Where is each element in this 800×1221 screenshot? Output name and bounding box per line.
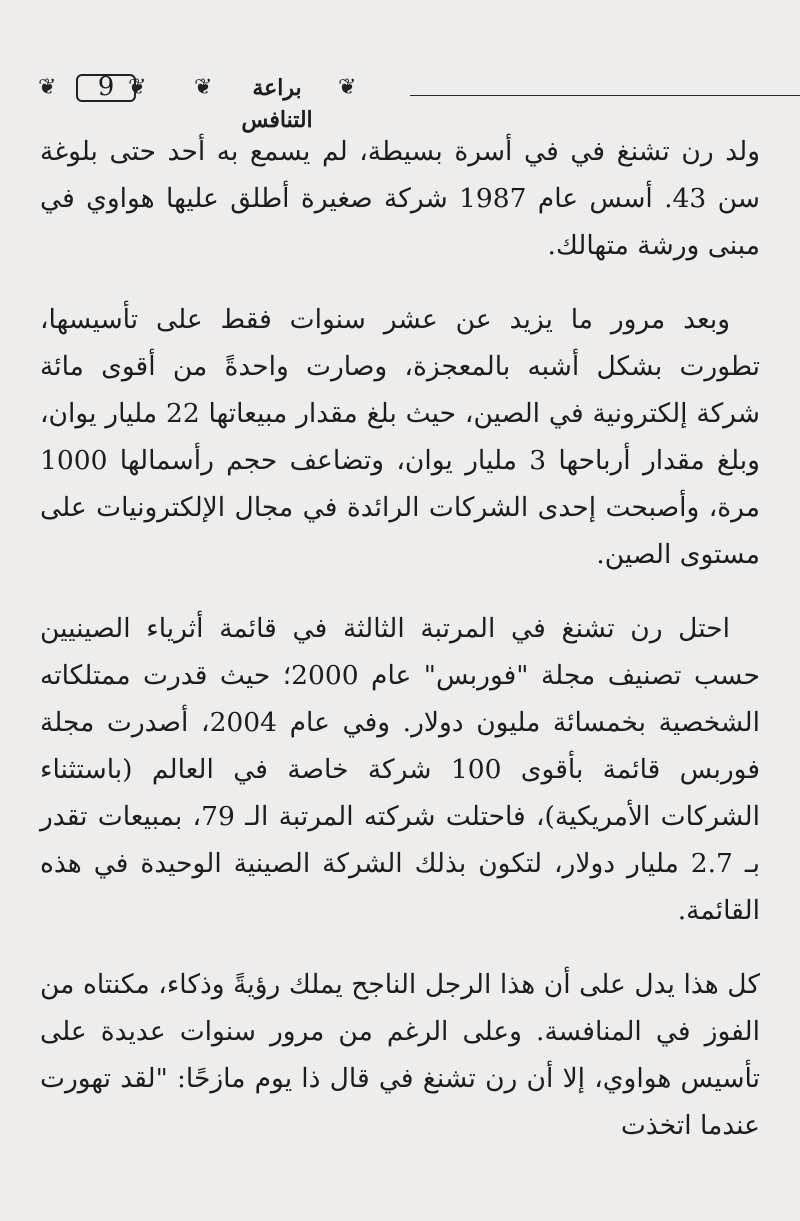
running-title: براعة التنافس <box>241 75 313 133</box>
left-ornament-icon: ❦ <box>38 75 57 100</box>
running-header <box>38 68 762 133</box>
title-right-ornament-icon: ❦ <box>338 75 357 100</box>
page-number: 9 <box>97 72 115 102</box>
title-left-ornament-icon: ❦ <box>194 75 213 100</box>
paragraph-3: احتل رن تشنغ في المرتبة الثالثة في قائمة أثرياء الصينيين حسب تصنيف مجلة "فوربس" عام 2000؛ حيث قدرت ممتلكاته الشخصية بخمسائة مليون دولار. وفي عام 2004، أصدرت مجلة فوربس قائمة بأقوى 100 شركة خاصة في العالم (باستثناء الشركات الأمريكية)، فاحتلت شركته المرتبة الـ 79، بمبيعات تقدر بـ 2.7 مليار دولار، لتكون بذلك الشركة الصينية الوحيدة في هذه القائمة. <box>40 613 760 926</box>
header-rule <box>410 95 800 96</box>
paragraph-2: وبعد مرور ما يزيد عن عشر سنوات فقط على تأسيسها، تطورت بشكل أشبه بالمعجزة، وصارت واحدةً من أقوى مائة شركة إلكترونية في الصين، حيث بلغ مقدار مبيعاتها 22 مليار يوان، وبلغ مقدار أرباحها 3 مليار يوان، وتضاعف حجم رأسمالها 1000 مرة، وأصبحت إحدى الشركات الرائدة في مجال الإلكترونيات على مستوى الصين. <box>40 304 761 570</box>
right-ornament-icon: ❦ <box>128 75 147 100</box>
body-text <box>40 128 760 1176</box>
paragraph-4: كل هذا يدل على أن هذا الرجل الناجح يملك رؤيةً وذكاء، مكنتاه من الفوز في المنافسة. وعلى الرغم من مرور سنوات عديدة على تأسيس هواوي، إلا أن رن تشنغ في قال ذا يوم مازحًا: "لقد تهورت عندما اتخذت <box>40 969 760 1141</box>
paragraph-1: ولد رن تشنغ في في أسرة بسيطة، لم يسمع به أحد حتى بلوغة سن 43. أسس عام 1987 شركة صغيرة أطلق عليها هواوي في مبنى ورشة متهالك. <box>40 136 760 261</box>
